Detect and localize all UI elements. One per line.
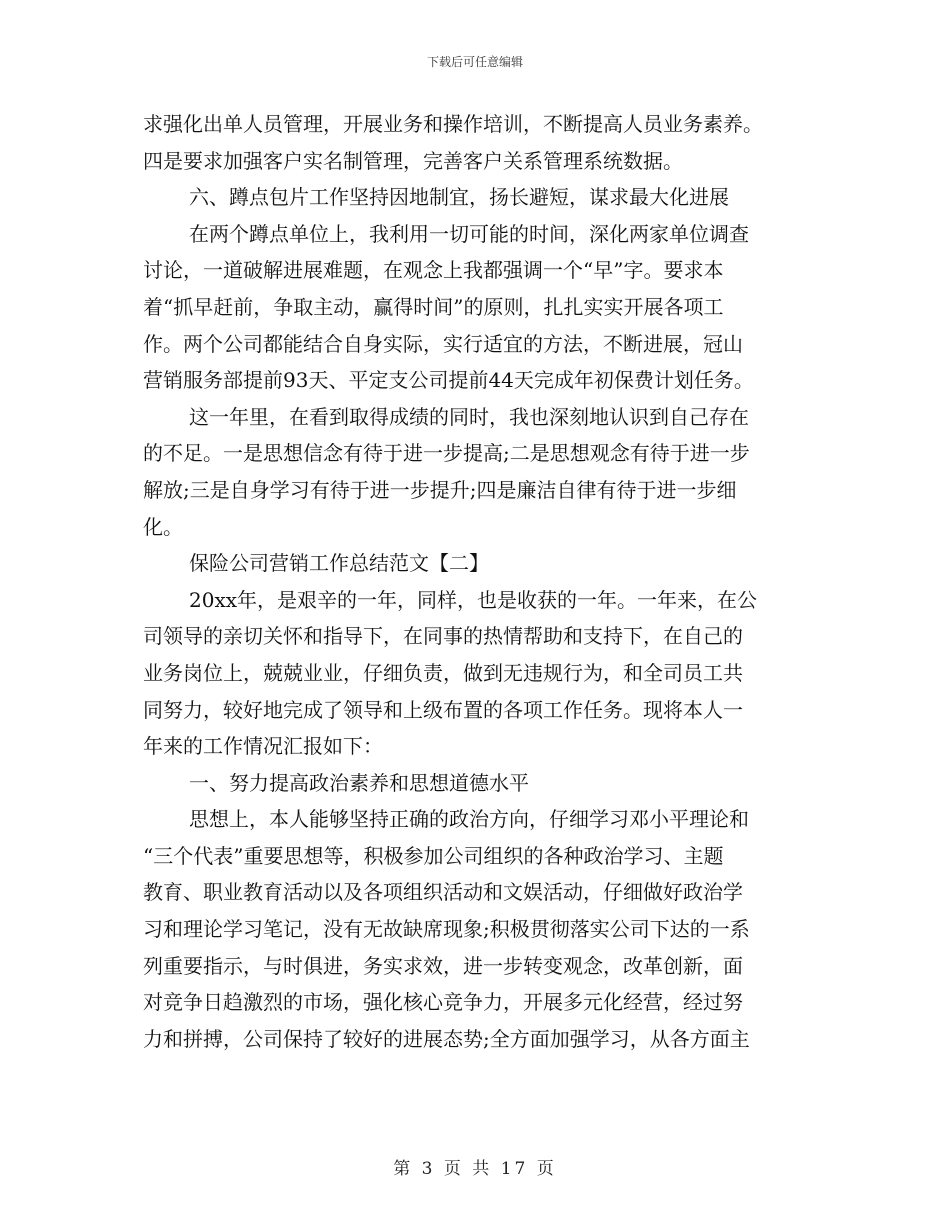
paragraph-line: 一、努力提高政治素养和思想道德水平 bbox=[189, 770, 529, 795]
paragraph-line: 保险公司营销工作总结范文【二】 bbox=[189, 551, 489, 576]
paragraph-line: 司领导的亲切关怀和指导下，在同事的热情帮助和支持下，在自己的 bbox=[143, 624, 743, 649]
paragraph-line: “三个代表”重要思想等，积极参加公司组织的各种政治学习、主题 bbox=[143, 843, 724, 868]
document-body bbox=[143, 106, 803, 1057]
paragraph-line: 同努力，较好地完成了领导和上级布置的各项工作任务。现将本人一 bbox=[143, 697, 743, 722]
paragraph-line: 求强化出单人员管理，开展业务和操作培训，不断提高人员业务素养。 bbox=[143, 112, 763, 136]
paragraph-line: 着“抓早赶前，争取主动，赢得时间”的原则，扎扎实实开展各项工 bbox=[143, 294, 724, 319]
page-footer: 第 3 页 共 17 页 bbox=[393, 1159, 557, 1179]
paragraph-line: 六、蹲点包片工作坚持因地制宜，扬长避短，谋求最大化进展 bbox=[189, 185, 729, 210]
paragraph-line: 的不足。一是思想信念有待于进一步提高;二是思想观念有待于进一步 bbox=[143, 441, 750, 466]
paragraph-line: 习和理论学习笔记，没有无故缺席现象;积极贯彻落实公司下达的一系 bbox=[143, 917, 750, 942]
page-header: 下载后可任意编辑 bbox=[426, 55, 523, 69]
paragraph-line: 年来的工作情况汇报如下： bbox=[143, 734, 383, 759]
paragraph-line: 解放;三是自身学习有待于进一步提升;四是廉洁自律有待于进一步细 bbox=[143, 477, 737, 502]
paragraph-line: 教育、职业教育活动以及各项组织活动和文娱活动，仔细做好政治学 bbox=[143, 880, 743, 905]
paragraph-line: 在两个蹲点单位上，我利用一切可能的时间，深化两家单位调查 bbox=[189, 221, 749, 246]
paragraph-line: 对竞争日趋激烈的市场，强化核心竞争力，开展多元化经营，经过努 bbox=[143, 990, 743, 1015]
paragraph-line: 业务岗位上，兢兢业业，仔细负责，做到无违规行为，和全司员工共 bbox=[143, 660, 743, 685]
paragraph-line: 四是要求加强客户实名制管理，完善客户关系管理系统数据。 bbox=[143, 148, 683, 173]
paragraph-line: 讨论，一道破解进展难题，在观念上我都强调一个“早”字。要求本 bbox=[143, 258, 724, 283]
paragraph-line: 20xx年，是艰辛的一年，同样，也是收获的一年。一年来，在公 bbox=[189, 587, 758, 612]
paragraph-line: 力和拼搏，公司保持了较好的进展态势;全方面加强学习，从各方面主 bbox=[143, 1026, 750, 1051]
paragraph-line: 营销服务部提前93天、平定支公司提前44天完成年初保费计划任务。 bbox=[143, 368, 754, 393]
paragraph-line: 化。 bbox=[143, 514, 183, 539]
paragraph-line: 这一年里，在看到取得成绩的同时，我也深刻地认识到自己存在 bbox=[189, 404, 749, 429]
paragraph-line: 作。两个公司都能结合自身实际，实行适宜的方法，不断进展，冠山 bbox=[143, 331, 743, 356]
paragraph-line: 列重要指示，与时俱进，务实求效，进一步转变观念，改革创新，面 bbox=[143, 953, 743, 978]
paragraph-line: 思想上，本人能够坚持正确的政治方向，仔细学习邓小平理论和 bbox=[189, 807, 749, 832]
